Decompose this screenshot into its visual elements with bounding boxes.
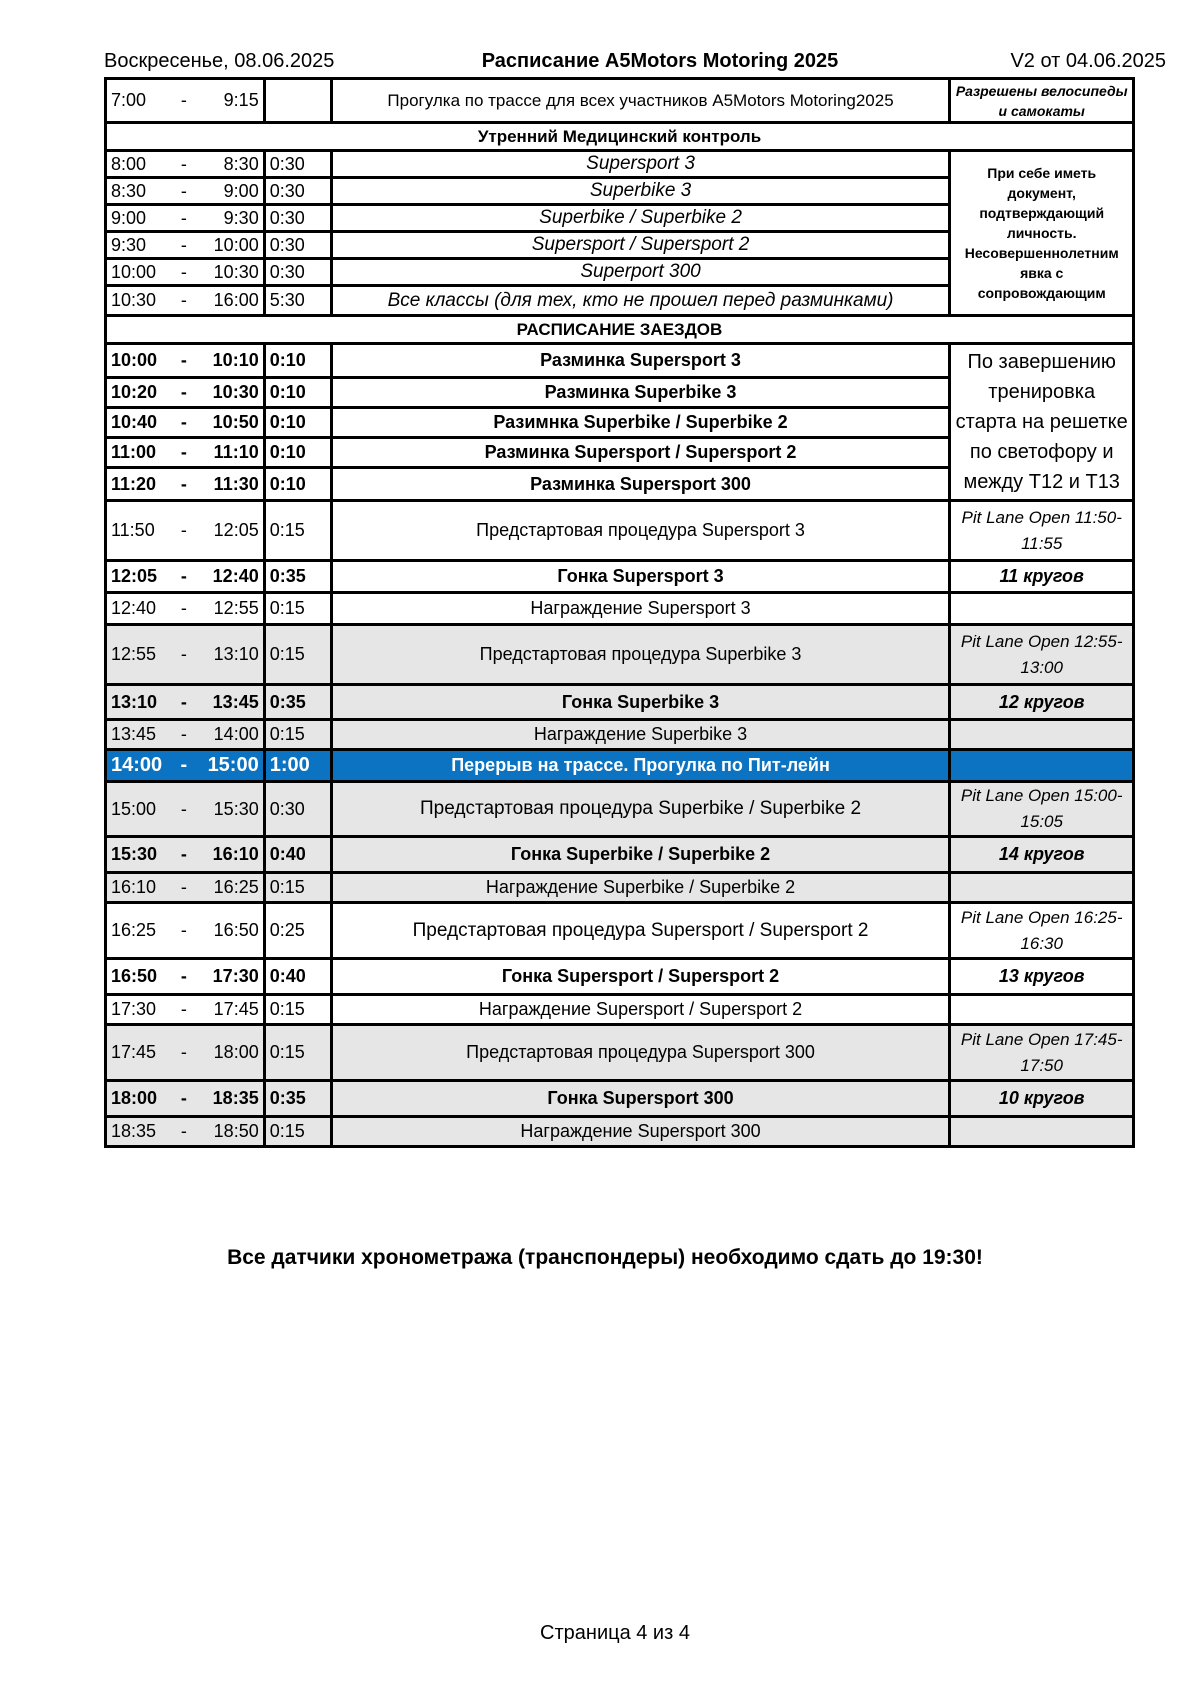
- row-note: [950, 1117, 1134, 1147]
- time-cell: [111, 644, 259, 665]
- event-name: Награждение Supersport 3: [331, 593, 950, 625]
- time-cell: [111, 692, 259, 713]
- start-time: 12:40: [111, 598, 157, 618]
- event-name: Разимнка Superbike / Superbike 2: [331, 408, 950, 438]
- time-cell: [111, 154, 259, 175]
- time-cell: [111, 474, 259, 495]
- time-range: [106, 837, 265, 873]
- time-cell: [111, 799, 259, 820]
- time-cell: [111, 1121, 259, 1142]
- time-range: [106, 593, 265, 625]
- start-time: 12:05: [111, 566, 158, 586]
- event-name: Предстартовая процедура Supersport / Supersport 2: [331, 903, 950, 959]
- dash-separator: -: [180, 844, 187, 864]
- end-time: 11:10: [213, 442, 259, 462]
- event-name: Перерыв на трассе. Прогулка по Пит-лейн: [331, 750, 950, 782]
- table-row: [106, 79, 1134, 123]
- end-time: 10:10: [212, 350, 259, 370]
- event-name: Разминка Supersport 3: [331, 344, 950, 378]
- time-range: [106, 720, 265, 750]
- heats-section-title: РАСПИСАНИЕ ЗАЕЗДОВ: [106, 316, 1134, 344]
- end-time: 11:30: [213, 473, 259, 494]
- table-row: [106, 625, 1134, 685]
- end-time: 12:55: [213, 598, 259, 618]
- table-row: [106, 782, 1134, 837]
- medical-note: При себе иметь документ, подтверждающий личность. Несовершеннолетним явка с сопровождающим: [950, 151, 1134, 316]
- duration: 0:10: [264, 408, 331, 438]
- duration: 0:35: [264, 685, 331, 720]
- event-name: Superbike / Superbike 2: [331, 205, 950, 232]
- row-note: 11 кругов: [950, 561, 1134, 593]
- end-time: 16:10: [212, 844, 259, 864]
- duration: 0:15: [264, 1025, 331, 1081]
- time-range: [106, 995, 265, 1025]
- dash-separator: -: [180, 877, 187, 897]
- duration: 0:10: [264, 468, 331, 501]
- duration: 0:40: [264, 837, 331, 873]
- time-range: [106, 151, 265, 178]
- row-note: 14 кругов: [950, 837, 1134, 873]
- end-time: 12:40: [212, 566, 259, 586]
- event-name: Разминка Superbike 3: [331, 378, 950, 408]
- dash-separator: -: [180, 290, 187, 310]
- dash-separator: -: [180, 442, 187, 462]
- time-cell: [111, 90, 259, 111]
- row-note: [950, 873, 1134, 903]
- duration: 0:35: [264, 561, 331, 593]
- dash-separator: -: [180, 920, 187, 940]
- dash-separator: -: [180, 1088, 187, 1108]
- start-time: 16:25: [111, 920, 157, 940]
- table-row: [106, 720, 1134, 750]
- end-time: 17:45: [213, 999, 259, 1019]
- dash-separator: -: [180, 754, 188, 776]
- dash-separator: -: [180, 153, 187, 174]
- row-note: 12 кругов: [950, 685, 1134, 720]
- end-time: 15:00: [207, 754, 259, 776]
- time-cell: [111, 877, 259, 898]
- transponder-notice: Все датчики хронометража (транспондеры) необходимо сдать до 19:30!: [227, 1246, 983, 1269]
- section-header: [106, 316, 1134, 344]
- time-cell: [111, 966, 259, 987]
- duration: 0:30: [264, 205, 331, 232]
- start-time: 15:00: [111, 798, 157, 819]
- start-time: 15:30: [111, 844, 158, 864]
- duration: 0:15: [264, 625, 331, 685]
- dash-separator: -: [180, 382, 187, 402]
- start-time: 16:50: [111, 966, 158, 986]
- event-name: Гонка Superbike / Superbike 2: [331, 837, 950, 873]
- start-time: 9:30: [111, 234, 147, 255]
- event-name: Superport 300: [331, 259, 950, 286]
- time-range: [106, 903, 265, 959]
- event-name: Награждение Superbike 3: [331, 720, 950, 750]
- time-cell: [111, 350, 259, 371]
- table-row: [106, 903, 1134, 959]
- end-time: 10:30: [213, 261, 259, 282]
- event-name: Superbike 3: [331, 178, 950, 205]
- end-time: 16:50: [213, 920, 259, 940]
- row-note: [950, 995, 1134, 1025]
- table-row: [106, 873, 1134, 903]
- time-range: [106, 79, 265, 123]
- start-time: 13:10: [111, 691, 158, 712]
- end-time: 14:00: [213, 724, 259, 744]
- table-row: [106, 1117, 1134, 1147]
- start-time: 10:00: [111, 261, 157, 282]
- break-row: [106, 750, 1134, 782]
- time-cell: [111, 920, 259, 941]
- time-range: [106, 685, 265, 720]
- row-note: Pit Lane Open 17:45-17:50: [950, 1025, 1134, 1081]
- time-range: [106, 625, 265, 685]
- event-name: Гонка Superbike 3: [331, 685, 950, 720]
- dash-separator: -: [180, 207, 187, 228]
- time-cell: [111, 724, 259, 745]
- dash-separator: -: [180, 473, 187, 494]
- duration: [264, 79, 331, 123]
- end-time: 9:00: [223, 180, 259, 201]
- start-time: 10:40: [111, 412, 158, 432]
- time-range: [106, 1117, 265, 1147]
- dash-separator: -: [180, 691, 187, 712]
- end-time: 18:50: [213, 1121, 259, 1141]
- event-name: Гонка Supersport 300: [331, 1081, 950, 1117]
- time-cell: [111, 1042, 259, 1063]
- duration: 0:15: [264, 873, 331, 903]
- duration: 0:15: [264, 501, 331, 561]
- duration: 0:15: [264, 720, 331, 750]
- start-time: 17:30: [111, 999, 157, 1019]
- time-range: [106, 205, 265, 232]
- section-header: [106, 123, 1134, 151]
- table-row: [106, 593, 1134, 625]
- time-cell: [111, 181, 259, 202]
- time-range: [106, 378, 265, 408]
- time-cell: [111, 412, 259, 433]
- row-note: [950, 750, 1134, 782]
- time-range: [106, 750, 265, 782]
- time-range: [106, 468, 265, 501]
- event-name: Все классы (для тех, кто не прошел перед разминками): [331, 286, 950, 316]
- row-note: Pit Lane Open 12:55-13:00: [950, 625, 1134, 685]
- dash-separator: -: [180, 798, 187, 819]
- table-row: [106, 685, 1134, 720]
- time-cell: [111, 235, 259, 256]
- version-label: V2 от 04.06.2025: [1010, 50, 1166, 72]
- row-note: [950, 593, 1134, 625]
- time-range: [106, 782, 265, 837]
- dash-separator: -: [180, 520, 187, 540]
- time-cell: [111, 1088, 259, 1109]
- time-cell: [111, 754, 259, 777]
- duration: 0:30: [264, 151, 331, 178]
- table-row: [106, 561, 1134, 593]
- dash-separator: -: [180, 598, 187, 618]
- event-name: Предстартовая процедура Supersport 3: [331, 501, 950, 561]
- page-header: [104, 50, 1166, 76]
- event-name: Награждение Supersport / Supersport 2: [331, 995, 950, 1025]
- schedule-date: Воскресенье, 08.06.2025: [104, 50, 335, 72]
- time-range: [106, 259, 265, 286]
- end-time: 8:30: [223, 153, 259, 174]
- start-time: 8:30: [111, 180, 147, 201]
- event-name: Прогулка по трассе для всех участников A5Motors Motoring2025: [331, 79, 950, 123]
- time-cell: [111, 566, 259, 587]
- event-name: Награждение Supersport 300: [331, 1117, 950, 1147]
- table-row: [106, 959, 1134, 995]
- row-note: [950, 720, 1134, 750]
- start-time: 18:00: [111, 1088, 158, 1108]
- dash-separator: -: [180, 999, 187, 1019]
- event-name: Награждение Superbike / Superbike 2: [331, 873, 950, 903]
- dash-separator: -: [180, 1121, 187, 1141]
- row-note: Разрешены велосипеды и самокаты: [950, 79, 1134, 123]
- end-time: 10:00: [213, 234, 259, 255]
- time-cell: [111, 290, 259, 311]
- end-time: 18:00: [213, 1042, 259, 1062]
- end-time: 9:30: [223, 207, 259, 228]
- duration: 0:10: [264, 438, 331, 468]
- time-cell: [111, 442, 259, 463]
- start-time: 13:45: [111, 724, 157, 744]
- end-time: 16:00: [213, 290, 259, 310]
- time-range: [106, 408, 265, 438]
- time-range: [106, 438, 265, 468]
- page-number: Страница 4 из 4: [540, 1622, 690, 1644]
- dash-separator: -: [180, 1042, 187, 1062]
- duration: 0:15: [264, 593, 331, 625]
- table-row: [106, 995, 1134, 1025]
- start-time: 9:00: [111, 207, 147, 228]
- event-name: Предстартовая процедура Supersport 300: [331, 1025, 950, 1081]
- time-cell: [111, 598, 259, 619]
- dash-separator: -: [180, 966, 187, 986]
- start-time: 7:00: [111, 90, 147, 110]
- duration: 0:15: [264, 995, 331, 1025]
- time-range: [106, 501, 265, 561]
- time-range: [106, 232, 265, 259]
- event-name: Разминка Supersport 300: [331, 468, 950, 501]
- end-time: 10:50: [212, 412, 259, 432]
- duration: 0:40: [264, 959, 331, 995]
- end-time: 17:30: [212, 966, 259, 986]
- schedule-table: [104, 77, 1135, 1148]
- duration: 0:30: [264, 232, 331, 259]
- dash-separator: -: [180, 566, 187, 586]
- time-cell: [111, 382, 259, 403]
- time-cell: [111, 999, 259, 1020]
- time-range: [106, 1025, 265, 1081]
- table-row: [106, 837, 1134, 873]
- duration: 0:30: [264, 259, 331, 286]
- event-name: Предстартовая процедура Superbike 3: [331, 625, 950, 685]
- time-cell: [111, 844, 259, 865]
- start-time: 16:10: [111, 877, 157, 897]
- end-time: 13:10: [213, 644, 259, 664]
- start-time: 14:00: [111, 754, 163, 776]
- duration: 0:10: [264, 344, 331, 378]
- start-time: 10:30: [111, 290, 157, 310]
- start-time: 8:00: [111, 153, 147, 174]
- end-time: 12:05: [213, 520, 259, 540]
- duration: 0:35: [264, 1081, 331, 1117]
- table-row: [106, 501, 1134, 561]
- dash-separator: -: [180, 261, 187, 282]
- warmup-note: По завершению тренировка старта на решетке по светофору и между Т12 и Т13: [950, 344, 1134, 501]
- table-row: [106, 1081, 1134, 1117]
- end-time: 18:35: [212, 1088, 259, 1108]
- duration: 0:30: [264, 178, 331, 205]
- end-time: 16:25: [213, 877, 259, 897]
- start-time: 11:50: [111, 520, 155, 540]
- time-range: [106, 344, 265, 378]
- time-cell: [111, 520, 259, 541]
- event-name: Разминка Supersport / Supersport 2: [331, 438, 950, 468]
- time-range: [106, 286, 265, 316]
- time-cell: [111, 262, 259, 283]
- start-time: 12:55: [111, 644, 157, 664]
- dash-separator: -: [180, 234, 187, 255]
- dash-separator: -: [180, 350, 187, 370]
- time-range: [106, 873, 265, 903]
- dash-separator: -: [180, 180, 187, 201]
- time-range: [106, 1081, 265, 1117]
- end-time: 9:15: [223, 90, 259, 110]
- dash-separator: -: [180, 412, 187, 432]
- end-time: 13:45: [212, 691, 259, 712]
- time-cell: [111, 208, 259, 229]
- dash-separator: -: [180, 644, 187, 664]
- page-title: Расписание A5Motors Motoring 2025: [481, 50, 839, 72]
- event-name: Гонка Supersport / Supersport 2: [331, 959, 950, 995]
- row-note: Pit Lane Open 11:50-11:55: [950, 501, 1134, 561]
- end-time: 15:30: [213, 798, 259, 819]
- row-note: 10 кругов: [950, 1081, 1134, 1117]
- start-time: 11:00: [111, 442, 157, 462]
- event-name: Supersport / Supersport 2: [331, 232, 950, 259]
- duration: 0:10: [264, 378, 331, 408]
- duration: 5:30: [264, 286, 331, 316]
- start-time: 17:45: [111, 1042, 157, 1062]
- row-note: Pit Lane Open 15:00-15:05: [950, 782, 1134, 837]
- duration: 0:30: [264, 782, 331, 837]
- duration: 1:00: [264, 750, 331, 782]
- row-note: 13 кругов: [950, 959, 1134, 995]
- dash-separator: -: [180, 90, 187, 110]
- end-time: 10:30: [212, 382, 259, 402]
- duration: 0:25: [264, 903, 331, 959]
- time-range: [106, 178, 265, 205]
- time-range: [106, 561, 265, 593]
- medical-section-title: Утренний Медицинский контроль: [106, 123, 1134, 151]
- start-time: 18:35: [111, 1121, 157, 1141]
- table-row: [106, 1025, 1134, 1081]
- table-row: [106, 151, 1134, 178]
- row-note: Pit Lane Open 16:25-16:30: [950, 903, 1134, 959]
- start-time: 10:20: [111, 382, 158, 402]
- event-name: Гонка Supersport 3: [331, 561, 950, 593]
- event-name: Supersport 3: [331, 151, 950, 178]
- table-row: [106, 344, 1134, 378]
- start-time: 10:00: [111, 350, 158, 370]
- dash-separator: -: [180, 724, 187, 744]
- duration: 0:15: [264, 1117, 331, 1147]
- start-time: 11:20: [111, 473, 157, 494]
- event-name: Предстартовая процедура Superbike / Superbike 2: [331, 782, 950, 837]
- time-range: [106, 959, 265, 995]
